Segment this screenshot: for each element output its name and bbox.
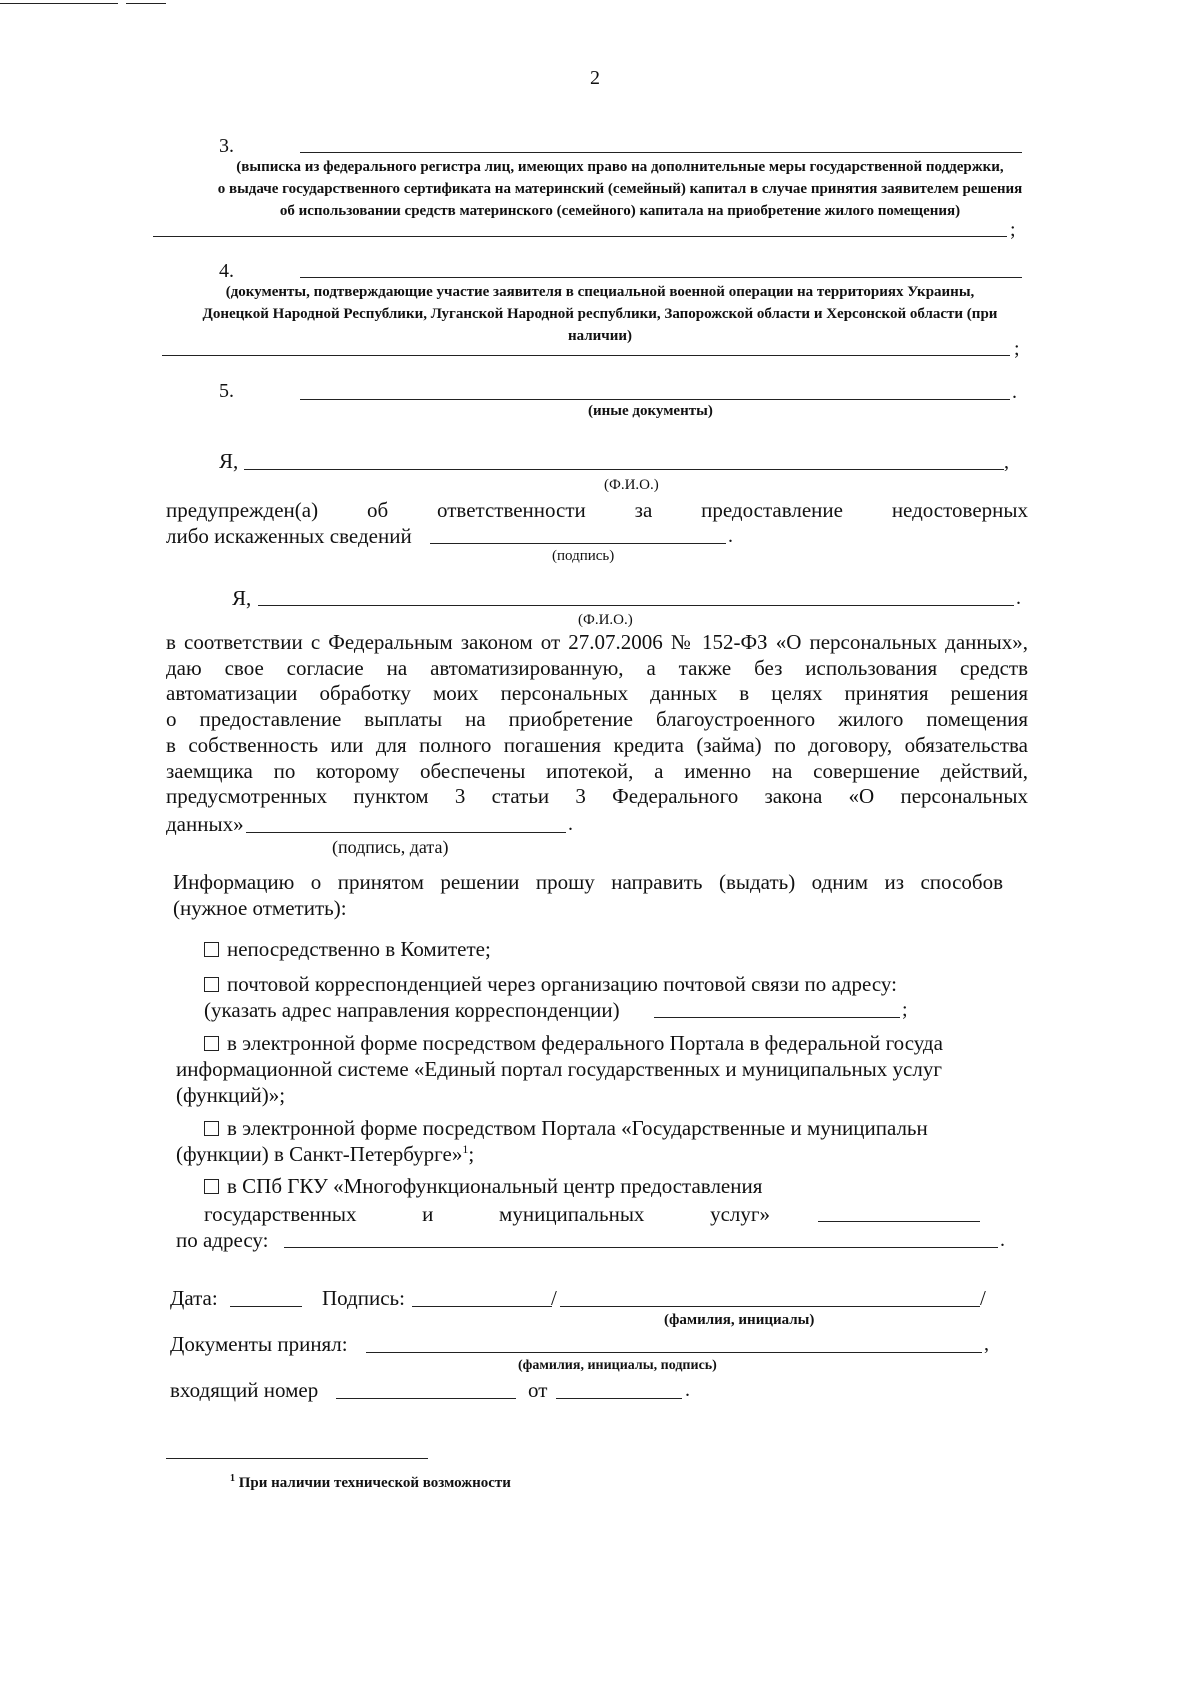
accepted-line[interactable] (366, 1352, 982, 1353)
option-epgu[interactable]: в электронной форме посредством федерального Портала в федеральной госуда (204, 1029, 943, 1057)
warning-sign-note: (подпись) (552, 548, 615, 564)
scan-edge-line (126, 3, 166, 4)
footnote-ref[interactable]: 1 (462, 1142, 469, 1156)
warning-line-1: предупрежден(а) об ответственности за предоставление недостоверных (166, 498, 1028, 522)
warning-prefix: Я, (219, 449, 239, 473)
epgu-line-2: информационной системе «Единый портал государственных и муниципальных услуг (176, 1057, 942, 1081)
post-address-label: (указать адрес направления корреспонденции) (204, 998, 620, 1022)
warning-fio-note: (Ф.И.О.) (604, 477, 659, 493)
page-number: 2 (590, 67, 600, 89)
info-line-2: (нужное отметить): (173, 896, 347, 920)
footnote-separator (166, 1458, 428, 1459)
item-3-note: (выписка из федерального регистра лиц, имеющих право на дополнительные меры государственной поддержки, о выдаче государственного сертификата на материнский (семейный) капитал в случае принятия заявителем решения об использовании средств материнского (семейного) капитала на приобретение жилого помещения) (217, 159, 1023, 219)
checkbox-epgu[interactable] (204, 1036, 219, 1051)
option-spb-portal[interactable]: в электронной форме посредством Портала «Государственные и муниципальн (204, 1114, 928, 1142)
item-4-number: 4. (219, 260, 234, 282)
accepted-end: , (984, 1333, 989, 1355)
item-3-end: ; (1010, 219, 1016, 241)
mfc-line[interactable] (818, 1221, 980, 1222)
consent-sign-note: (подпись, дата) (332, 837, 449, 857)
epgu-line-3: (функций)»; (176, 1083, 286, 1107)
from-date-line[interactable] (556, 1398, 682, 1399)
post-address-end: ; (902, 999, 908, 1021)
incoming-label: входящий номер (170, 1378, 319, 1402)
warning-sign-line[interactable] (430, 543, 726, 544)
date-label: Дата: (170, 1286, 218, 1310)
consent-sign-line[interactable] (246, 832, 566, 833)
name-note: (фамилия, инициалы) (664, 1312, 815, 1328)
checkbox-mfc[interactable] (204, 1179, 219, 1194)
info-paragraph: Информацию о принятом решении прошу направить (выдать) одним из способов (173, 870, 1003, 894)
consent-last-line: данных» (166, 812, 244, 836)
from-label: от (528, 1378, 548, 1402)
incoming-end: . (685, 1379, 690, 1401)
sign-slash-2: / (980, 1286, 986, 1310)
accepted-note: (фамилия, инициалы, подпись) (518, 1358, 717, 1373)
item-3-line-2[interactable] (153, 236, 1007, 237)
item-4-end: ; (1014, 338, 1020, 360)
date-line[interactable] (230, 1306, 302, 1307)
sign-label: Подпись: (322, 1286, 405, 1310)
scan-edge-line (0, 3, 118, 4)
checkbox-post[interactable] (204, 977, 219, 992)
item-4-line-2[interactable] (162, 355, 1010, 356)
accepted-label: Документы принял: (170, 1332, 348, 1356)
name-line[interactable] (560, 1306, 980, 1307)
warning-line-2-end: . (728, 525, 733, 547)
consent-end: . (1016, 587, 1021, 609)
checkbox-committee[interactable] (204, 942, 219, 957)
sign-slash-1: / (551, 1286, 557, 1310)
item-5-number: 5. (219, 380, 234, 402)
mfc-address-label: по адресу: (176, 1228, 269, 1252)
item-5-end: . (1012, 381, 1017, 403)
option-mfc[interactable]: в СПб ГКУ «Многофункциональный центр предоставления (204, 1172, 762, 1200)
option-post[interactable]: почтовой корреспонденцией через организацию почтовой связи по адресу: (204, 970, 897, 998)
incoming-line[interactable] (336, 1398, 516, 1399)
item-5-note: (иные документы) (588, 403, 713, 419)
mfc-line-2: государственных и муниципальных услуг» (204, 1202, 770, 1226)
checkbox-spb-portal[interactable] (204, 1121, 219, 1136)
item-4-line[interactable] (300, 277, 1022, 278)
warning-end: , (1004, 451, 1009, 473)
footnote: $^1$ При наличии технической возможности (230, 1473, 511, 1491)
consent-paragraph: в соответствии с Федеральным законом от 27.07.2006 № 152-ФЗ «О персональных данных», даю свое согласие на автоматизированную, а также без использования средств автоматизации обработку моих персональных данных в целях принятия решения о предоставление выплаты на приобретение благоустроенного жилого помещения в собственность или для полного погашения кредита (займа) по договору, обязательства заемщика по которому обеспечены ипотекой, а именно на совершение действий, предусмотренных пунктом 3 статьи 3 Федерального закона «О персональных (166, 630, 1028, 809)
post-address-line[interactable] (654, 1017, 900, 1018)
consent-prefix: Я, (232, 586, 252, 610)
spb-portal-line-2: (функции) в Санкт-Петербурге»$^1$; (176, 1142, 475, 1166)
warning-fio-line[interactable] (244, 469, 1004, 470)
consent-fio-note: (Ф.И.О.) (578, 612, 633, 628)
item-4-note: (документы, подтверждающие участие заявителя в специальной военной операции на территориях Украины, Донецкой Народной Республики, Луганской Народной республики, Запорожской области и Херсонской области (при наличии) (202, 284, 998, 344)
item-3-line[interactable] (300, 152, 1022, 153)
mfc-address-end: . (1000, 1229, 1005, 1251)
consent-last-end: . (568, 813, 573, 835)
consent-fio-line[interactable] (258, 605, 1014, 606)
warning-line-2: либо искаженных сведений (166, 524, 412, 548)
sign-line[interactable] (412, 1306, 552, 1307)
footnote-mark: 1 (230, 1473, 235, 1484)
mfc-address-line[interactable] (284, 1247, 998, 1248)
item-3-number: 3. (219, 135, 234, 157)
option-committee[interactable]: непосредственно в Комитете; (204, 935, 491, 963)
